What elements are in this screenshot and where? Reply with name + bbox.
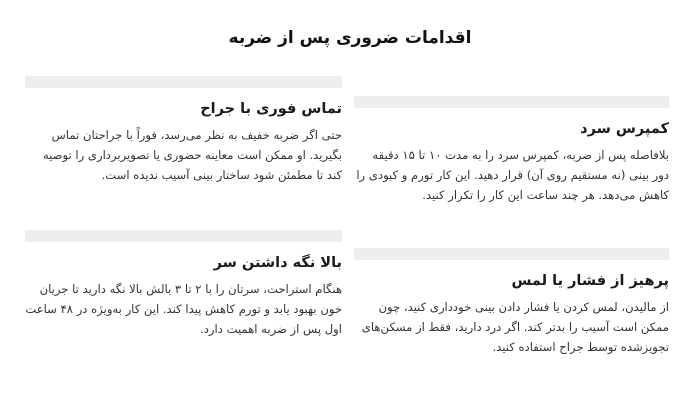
card-heading: پرهیز از فشار یا لمس — [511, 273, 669, 289]
card-accent-bar — [25, 76, 342, 88]
card-body: بلافاصله پس از ضربه، کمپرس سرد را به مدت ۱۰ تا ۱۵ دقیقه دور بینی (نه مستقیم روی آن) قرار دهید. این کار تورم و کبودی را کاهش می‌دهد. هر چند ساعت این کار را تکرار کنید. — [356, 148, 669, 202]
card-heading: بالا نگه داشتن سر — [213, 255, 342, 271]
card-avoid-pressure — [354, 248, 669, 357]
card-heading: تماس فوری با جراح — [200, 101, 342, 117]
card-body: هنگام استراحت، سرتان را با ۲ تا ۳ بالش بالا نگه دارید تا جریان خون بهبود یابد و تورم کاهش پیدا کند. این کار به‌ویژه در ۴۸ ساعت اول پس از ضربه اهمیت دارد. — [25, 282, 342, 336]
card-accent-bar — [25, 230, 342, 242]
card-accent-bar — [354, 96, 669, 108]
page-title: اقدامات ضروری پس از ضربه — [228, 28, 472, 48]
card-body: حتی اگر ضربه خفیف به نظر می‌رسد، فوراً با جراحتان تماس بگیرید. او ممکن است معاینه حضوری یا تصویربرداری را توصیه کند تا مطمئن شود ساختار بینی آسیب ندیده است. — [42, 128, 342, 182]
card-cold-compress — [354, 96, 669, 205]
card-heading: کمپرس سرد — [580, 121, 669, 137]
card-accent-bar — [354, 248, 669, 260]
card-contact-surgeon — [25, 76, 342, 185]
card-elevate-head — [25, 230, 342, 339]
card-body: از مالیدن، لمس کردن یا فشار دادن بینی خودداری کنید، چون ممکن است آسیب را بدتر کند. اگر درد دارید، فقط از مسکن‌های تجویزشده توسط جراح استفاده کنید. — [361, 300, 669, 354]
